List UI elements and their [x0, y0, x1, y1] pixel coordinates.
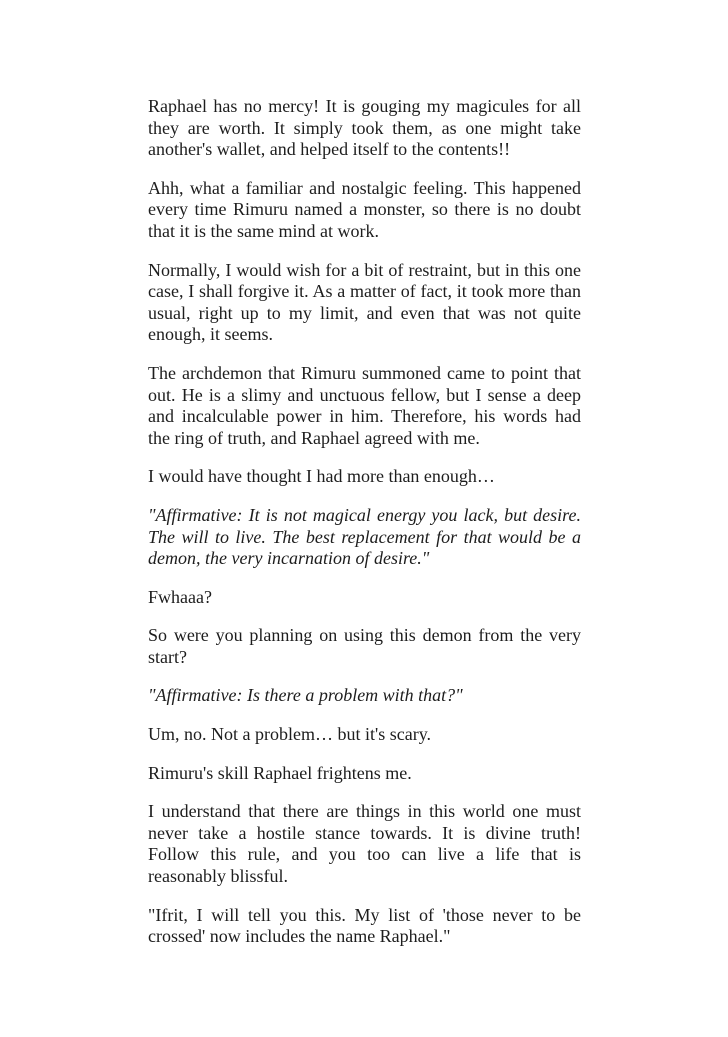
paragraph-4: The archdemon that Rimuru summoned came to point that out. He is a slimy and unctuous fellow, but I sense a deep and incalculable power in him. Therefore, his words had the ring of truth, and Raphael agreed with me.	[148, 362, 581, 448]
paragraph-7: Fwhaaa?	[148, 586, 212, 607]
paragraph-10: Um, no. Not a problem… but it's scary.	[148, 724, 432, 745]
paragraph-5: I would have thought I had more than enough…	[148, 466, 495, 487]
paragraph-9-dialogue-italic: "Affirmative: Is there a problem with that?"	[148, 685, 463, 706]
paragraph-13: "Ifrit, I will tell you this. My list of 'those never to be crossed' now includes the name Raphael."	[148, 904, 581, 947]
paragraph-1: Raphael has no mercy! It is gouging my magicules for all they are worth. It simply took them, as one might take another's wallet, and helped itself to the contents!!	[148, 96, 581, 160]
paragraph-8: So were you planning on using this demon from the very start?	[148, 625, 581, 667]
body-text-column	[148, 96, 581, 965]
paragraph-11: Rimuru's skill Raphael frightens me.	[148, 762, 412, 783]
paragraph-3: Normally, I would wish for a bit of restraint, but in this one case, I shall forgive it. As a matter of fact, it took more than usual, right up to my limit, and even that was not quite enough, it seems.	[148, 259, 581, 345]
paragraph-2: Ahh, what a familiar and nostalgic feeling. This happened every time Rimuru named a monster, so there is no doubt that it is the same mind at work.	[148, 177, 581, 241]
paragraph-12: I understand that there are things in this world one must never take a hostile stance towards. It is divine truth! Follow this rule, and you too can live a life that is reasonably blissful.	[148, 801, 581, 887]
paragraph-6-dialogue-italic: "Affirmative: It is not magical energy you lack, but desire. The will to live. The best replacement for that would be a demon, the very incarnation of desire."	[148, 504, 581, 569]
